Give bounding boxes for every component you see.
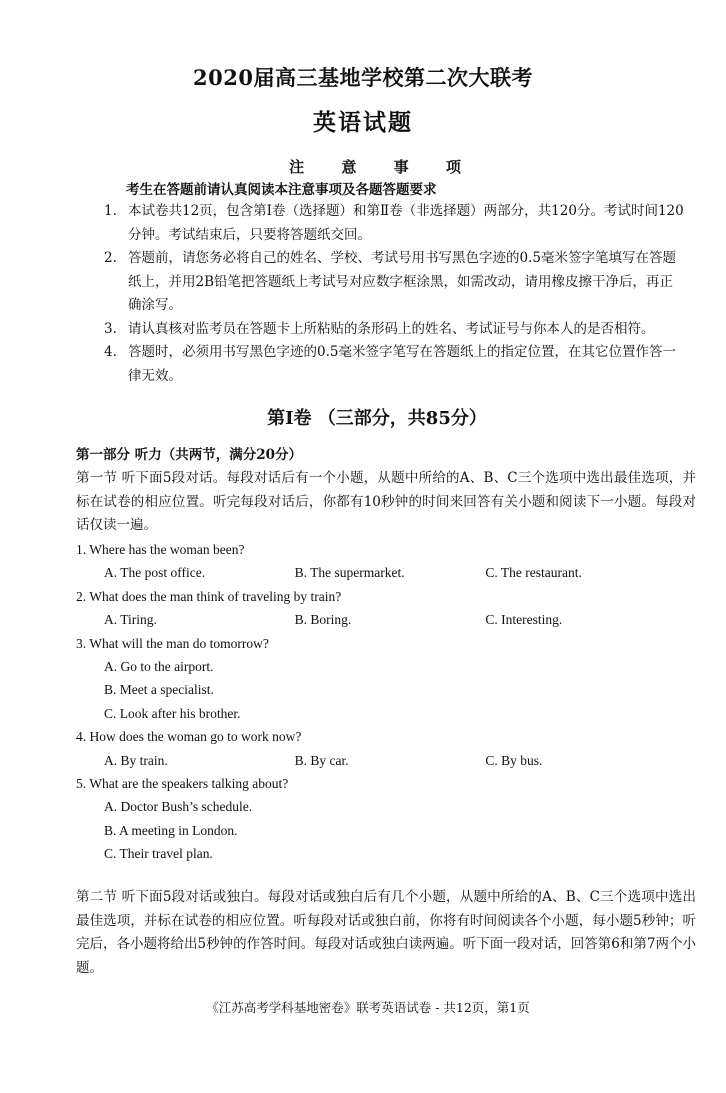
notice-list [104, 200, 684, 388]
option-a: A. Doctor Bush’s schedule. [104, 799, 253, 815]
section1-instructions: 第一节 听下面5段对话。每段对话后有一个小题，从题中所给的A、B、C三个选项中选出最佳选项，并标在试卷的相应位置。听完每段对话后，你都有10秒钟的时间来回答有关小题和阅读下一小题。每段对话仅读一遍。 [76, 470, 696, 533]
notice-text: 答题时，必须用书写黑色字迹的0.5毫米签字笔写在答题纸上的指定位置，在其它位置作答一律无效。 [128, 344, 676, 384]
option-a: A. Tiring. [104, 612, 157, 628]
question-stem: 5. What are the speakers talking about? [76, 775, 289, 791]
notice-text: 答题前，请您务必将自己的姓名、学校、考试号用书写黑色字迹的0.5毫米签字笔填写在答题纸上，并用2B铅笔把答题纸上考试号对应数字框涂黑，如需改动，请用橡皮擦干净后，再正确涂写。 [128, 250, 676, 313]
option-b: B. By car. [294, 752, 349, 768]
section2-instructions: 第二节 听下面5段对话或独白。每段对话或独白后有几个小题，从题中所给的A、B、C三个选项中选出最佳选项，并标在试卷的相应位置。听每段对话或独白前，你将有时间阅读各个小题，每小题5秒钟；听完后，各小题将给出5秒钟的作答时间。每段对话或独白读两遍。听下面一段对话，回答第6和第7两个小题。 [76, 889, 696, 976]
notice-number: 1. [104, 203, 117, 219]
option-b: B. The supermarket. [294, 565, 405, 581]
option-row [76, 608, 676, 631]
notice-number: 4. [104, 344, 117, 360]
page-footer: 《江苏高考学科基地密卷》联考英语试卷 - 共12页，第1页 [206, 1000, 530, 1015]
option-b: B. A meeting in London. [104, 822, 238, 838]
question-stem: 4. How does the woman go to work now? [76, 729, 302, 745]
notice-item [104, 247, 684, 318]
option-c: C. The restaurant. [485, 565, 582, 581]
exam-title: 2020届高三基地学校第二次大联考 [193, 65, 533, 90]
option-c: C. Look after his brother. [104, 705, 241, 721]
option-c: C. Interesting. [485, 612, 563, 628]
notice-item [104, 318, 684, 342]
question-stem: 3. What will the man do tomorrow? [76, 635, 269, 651]
option-b: B. Boring. [294, 612, 352, 628]
option-row [76, 561, 676, 584]
notice-text: 本试卷共12页，包含第Ⅰ卷（选择题）和第Ⅱ卷（非选择题）两部分，共120分。考试时间120分钟。考试结束后，只要将答题纸交回。 [128, 203, 684, 243]
notice-intro: 考生在答题前请认真阅读本注意事项及各题答题要求 [126, 182, 437, 198]
notice-text: 请认真核对监考员在答题卡上所粘贴的条形码上的姓名、考试证号与你本人的是否相符。 [128, 320, 655, 337]
volume-title: 第Ⅰ卷 （三部分，共85分） [267, 408, 487, 429]
option-b: B. Meet a specialist. [104, 682, 214, 698]
notice-item [104, 200, 684, 247]
notice-heading: 注 意 事 项 [289, 158, 477, 176]
option-a: A. Go to the airport. [104, 658, 214, 674]
option-c: C. By bus. [485, 752, 543, 768]
option-c: C. Their travel plan. [104, 846, 213, 862]
option-row [76, 749, 676, 772]
question-list [76, 538, 676, 865]
notice-item [104, 341, 684, 388]
question-stem: 2. What does the man think of traveling by train? [76, 588, 342, 604]
option-a: A. By train. [104, 752, 168, 768]
notice-number: 2. [104, 250, 117, 266]
part1-heading: 第一部分 听力（共两节，满分20分） [76, 447, 302, 463]
option-a: A. The post office. [104, 565, 206, 581]
question-stem: 1. Where has the woman been? [76, 542, 245, 557]
subject-title: 英语试题 [313, 109, 413, 136]
notice-number: 3. [104, 320, 117, 337]
